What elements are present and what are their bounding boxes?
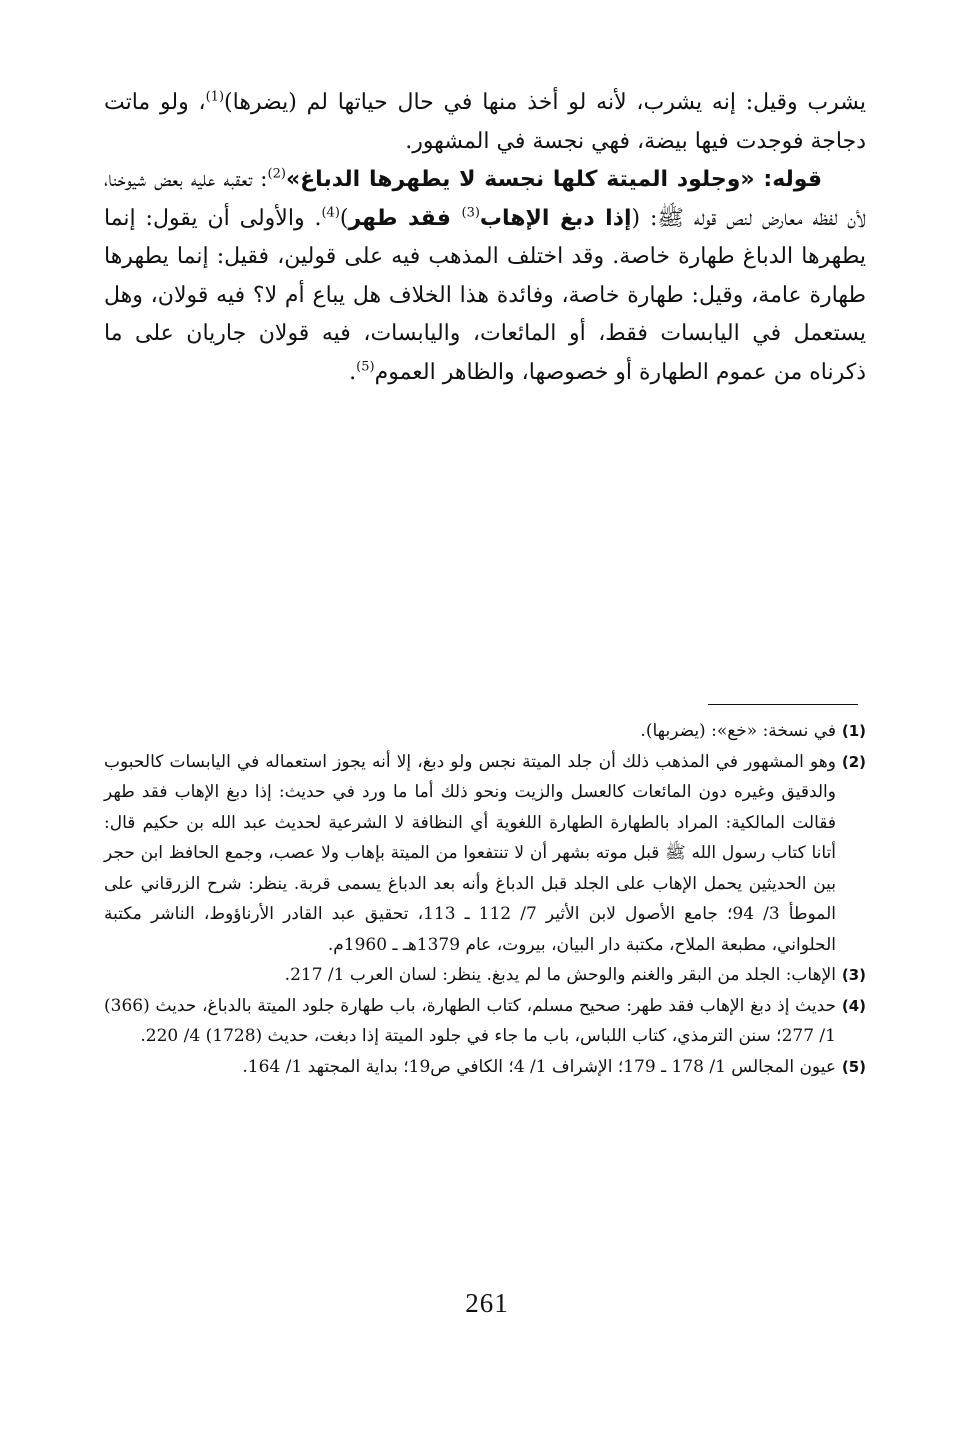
footnote-number: (4) xyxy=(841,996,866,1015)
footnotes-section xyxy=(104,716,866,1082)
footnote-4 xyxy=(104,991,866,1052)
footnote-2 xyxy=(104,747,866,961)
paragraph-2-text-c: . والأولى أن يقول: إنما يطهرها الدباغ طهارة خاصة. وقد اختلف المذهب فيه على قولين، فقيل: إنما يطهرها طهارة عامة، وقيل: طهارة خاصة، وفائدة هذا الخلاف هل يباع أم لا؟ فيه قولان، وهل يستعمل في اليابسات فقط، أو المائعات، واليابسات، فيه قولان جاريان على ما ذكرناه من عموم الطهارة أو خصوصها، والظاهر العموم xyxy=(104,205,866,385)
page-number: 261 xyxy=(465,1288,509,1318)
main-text-block xyxy=(104,84,866,392)
hadith-text: إذا دبغ الإهاب xyxy=(479,205,632,231)
paragraph-2-text-b: ) xyxy=(339,205,349,231)
footnote-divider xyxy=(708,704,858,705)
footnote-ref-1: (1) xyxy=(205,89,225,105)
paragraph-1-text: يشرب وقيل: إنه يشرب، لأنه لو أخذ منها في حال حياتها لم (يضرها) xyxy=(224,90,866,115)
quoted-text-lead: قوله: «وجلود الميتة كلها نجسة لا يطهرها الدباغ» xyxy=(285,167,822,192)
paragraph-2 xyxy=(104,161,866,392)
footnote-ref-3: (3) xyxy=(461,205,480,221)
footnote-text: حديث إذ دبغ الإهاب فقد طهر: صحيح مسلم، كتاب الطهارة، باب طهارة جلود الميتة بالدباغ، حديث (366) 1/ 277؛ سنن الترمذي، كتاب اللباس، باب ما جاء في جلود الميتة إذا دبغت، حديث (1728) 4/ 220. xyxy=(104,995,836,1046)
footnote-number: (3) xyxy=(841,966,866,984)
hadith-text-end: فقد طهر xyxy=(348,205,462,231)
footnote-1 xyxy=(104,716,866,747)
footnote-ref-2: (2) xyxy=(267,166,286,182)
footnote-number: (1) xyxy=(841,722,866,740)
footnote-number: (5) xyxy=(841,1057,866,1076)
paragraph-2-text-a: : تعقبه عليه بعض شيوخنا، لأن لفظه معارض لنص قوله ﷺ: ( xyxy=(104,167,866,231)
footnote-text: في نسخة: «خع»: (يضربها). xyxy=(640,721,836,741)
paragraph-1 xyxy=(104,84,866,161)
footnote-3 xyxy=(104,960,866,991)
footnote-ref-4: (4) xyxy=(321,205,340,221)
footnote-number: (2) xyxy=(841,752,866,771)
footnote-text: وهو المشهور في المذهب ذلك أن جلد الميتة نجس ولو دبغ، إلا أنه يجوز استعماله في اليابسات كالحبوب والدقيق وغيره دون المائعات كالعسل والزيت ونحو ذلك أما ما ورد في حديث: إذا دبغ الإهاب فقد طهر فقالت المالكية: المراد بالطهارة الطهارة اللغوية أي النظافة لا الشرعية لحديث عبد الله بن حكيم قال: أتانا كتاب رسول الله ﷺ قبل موته بشهر أن لا تنتفعوا من الميتة بإهاب ولا عصب، وجمع الحافظ ابن حجر بين الحديثين يحمل الإهاب على الجلد قبل الدباغ وأنه بعد الدباغ يسمى قربة. ينظر: شرح الزرقاني على الموطأ 3/ 94؛ جامع الأصول لابن الأثير 7/ 112 ـ 113، تحقيق عبد القادر الأرناؤوط، الناشر مكتبة الحلواني، مطبعة الملاح، مكتبة دار البيان، بيروت، عام 1379هـ ـ 1960م. xyxy=(104,751,836,955)
paragraph-2-end: . xyxy=(349,359,357,385)
footnote-text: عيون المجالس 1/ 178 ـ 179؛ الإشراف 1/ 4؛ الكافي ص19؛ بداية المجتهد 1/ 164. xyxy=(242,1056,836,1077)
footnote-ref-5: (5) xyxy=(356,359,375,375)
paragraph-1-end: ، ولو ماتت دجاجة فوجدت فيها بيضة، فهي نجسة في المشهور. xyxy=(104,90,866,154)
footnote-text: الإهاب: الجلد من البقر والغنم والوحش ما لم يدبغ. ينظر: لسان العرب 1/ 217. xyxy=(284,965,836,985)
footnote-5 xyxy=(104,1052,866,1083)
